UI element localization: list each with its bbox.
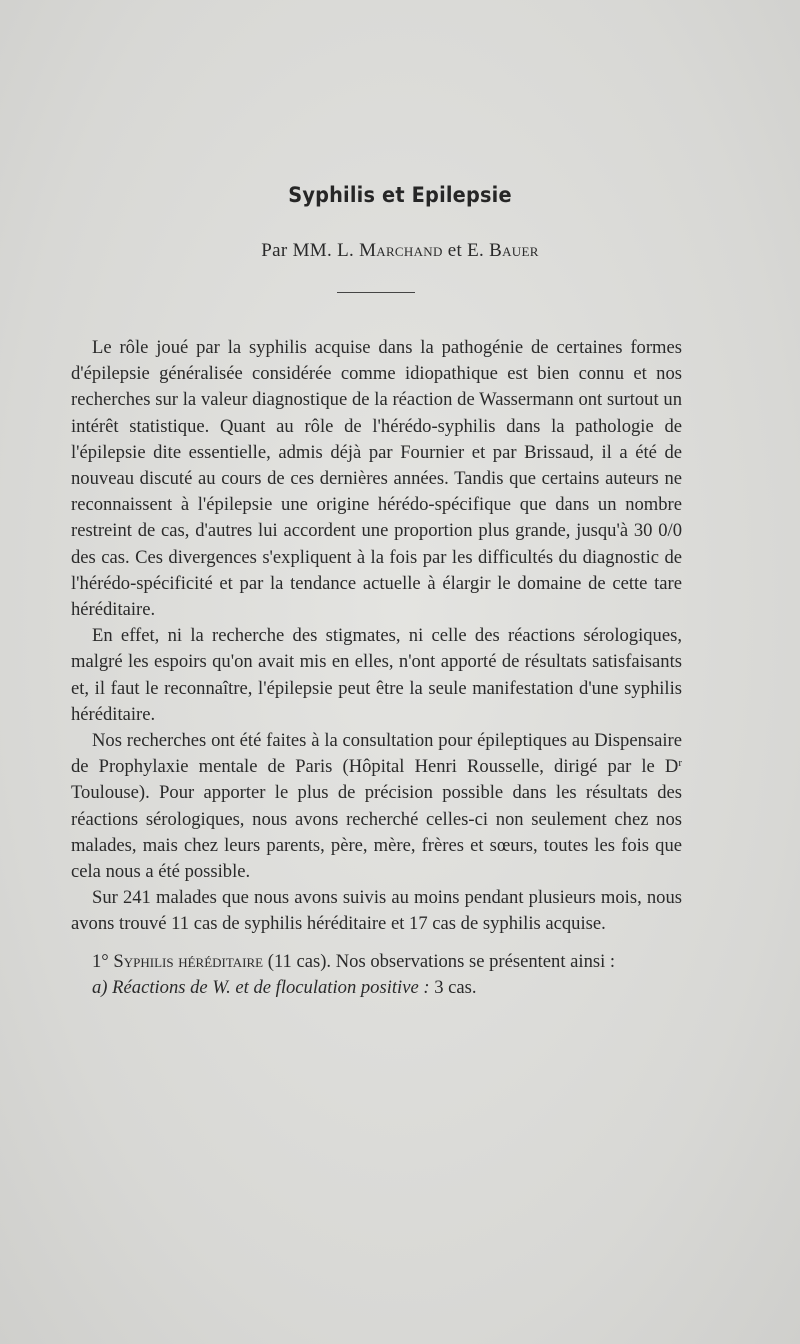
doctor-abbrev-sup: r bbox=[678, 757, 682, 770]
paragraph-section-heading bbox=[71, 949, 682, 975]
byline-and: et bbox=[447, 240, 463, 261]
item-a-count: 3 cas. bbox=[434, 976, 477, 998]
article-body bbox=[71, 335, 682, 1001]
methods-text-a: Nos recherches ont été faites à la consultation pour épileptiques au Dispensaire de Prophylaxie mentale de Paris (Hôpital Henri Rousselle, dirigé par le D bbox=[71, 730, 682, 778]
author-marchand: L. Marchand bbox=[337, 240, 443, 261]
section-heading: Syphilis héréditaire bbox=[113, 950, 264, 972]
paragraph-intro: Le rôle joué par la syphilis acquise dans la pathogénie de certaines formes d'épilepsie généralisée considérée comme idiopathique est bien connu et nos recherches sur la valeur diagnostique de la réaction de Wassermann ont surtout un intérêt statistique. Quant au rôle de l'hérédo-syphilis dans la pathologie de l'épilepsie dite essentielle, admis déjà par Fournier et par Brissaud, il a été de nouveau discuté au cours de ces dernières années. Tandis que certains auteurs ne reconnaissent à l'épilepsie une origine hérédo-spécifique que dans un nombre restreint de cas, d'autres lui accordent une proportion plus grande, jusqu'à 30 0/0 des cas. Ces divergences s'expliquent à la fois par les difficultés du diagnostic de l'hérédo-spécificité et par la tendance actuelle à élargir le domaine de cette tare héréditaire. bbox=[71, 337, 682, 621]
article-title: Syphilis et Epilepsie bbox=[288, 183, 512, 207]
section-heading-rest: (11 cas). Nos observations se présentent ainsi : bbox=[263, 950, 616, 972]
title-divider bbox=[337, 292, 415, 293]
byline bbox=[0, 240, 800, 262]
byline-prefix: Par MM. bbox=[261, 240, 333, 261]
methods-text-b: Toulouse). Pour apporter le plus de précision possible dans les résultats des réactions sérologiques, nous avons recherché celles-ci non seulement chez nos malades, mais chez leurs parents, père, mère, frères et sœurs, toutes les fois que cela nous a été possible. bbox=[71, 782, 682, 883]
list-item-a bbox=[71, 975, 682, 1001]
author-bauer: E. Bauer bbox=[467, 240, 539, 261]
paragraph-stigmates: En effet, ni la recherche des stigmates, ni celle des réactions sérologiques, malgré les espoirs qu'on avait mis en elles, n'ont apporté de résultats satisfaisants et, il faut le reconnaître, l'épilepsie peut être la seule manifestation d'une syphilis héréditaire. bbox=[71, 625, 682, 725]
item-a-text: Réactions de W. et de floculation positive : bbox=[112, 976, 430, 998]
paragraph-results: Sur 241 malades que nous avons suivis au moins pendant plusieurs mois, nous avons trouvé 11 cas de syphilis héréditaire et 17 cas de syphilis acquise. bbox=[71, 887, 682, 935]
section-number: 1° bbox=[92, 950, 109, 972]
item-a-label: a) bbox=[92, 976, 108, 998]
paragraph-methods bbox=[71, 728, 682, 885]
